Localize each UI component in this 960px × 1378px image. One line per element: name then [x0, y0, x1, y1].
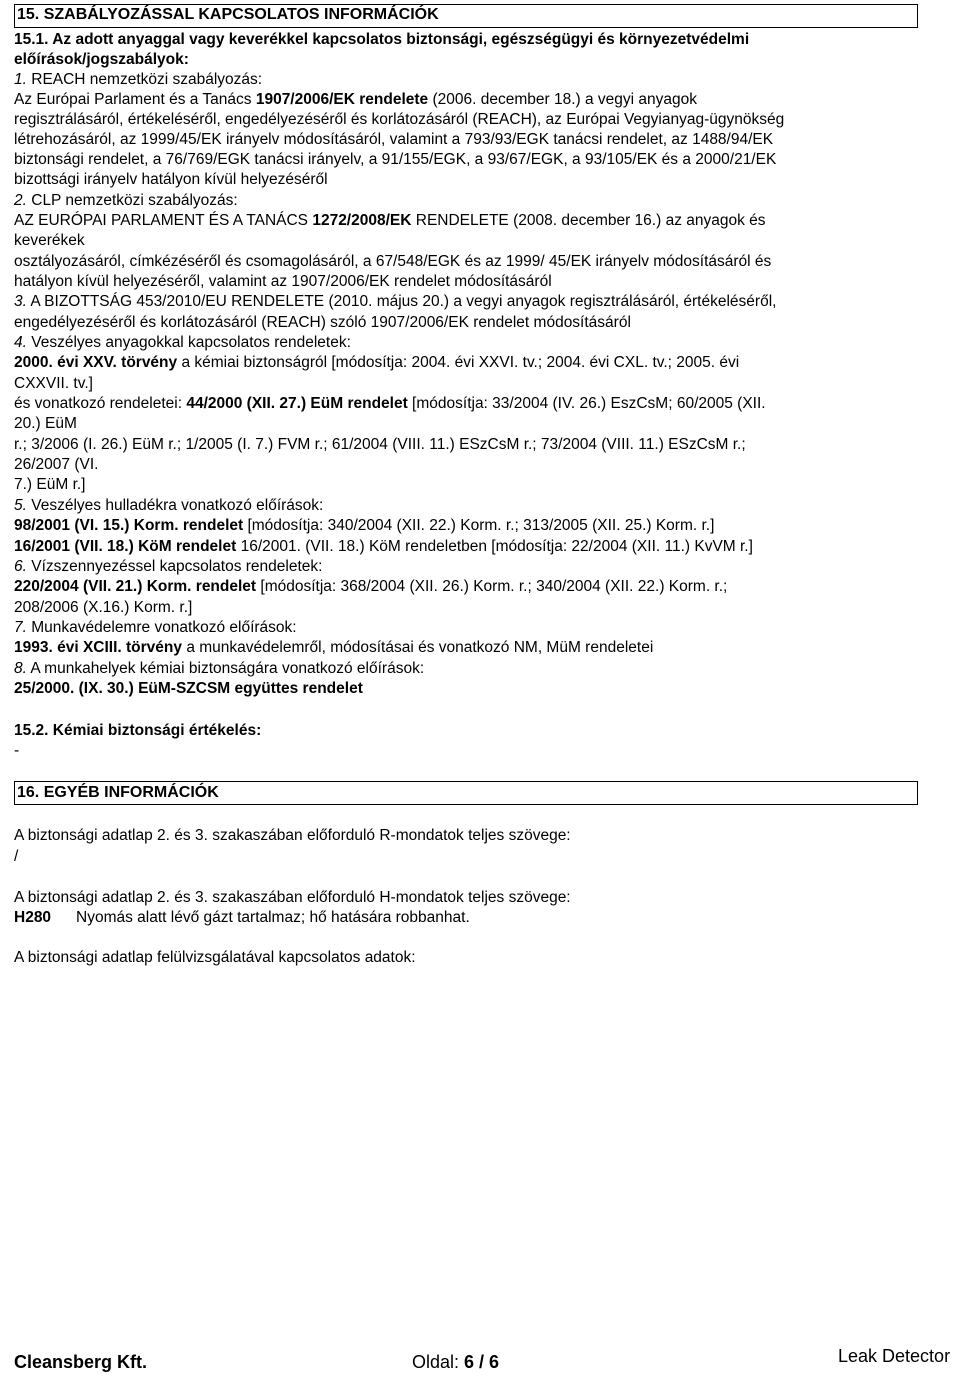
r-phrases-value: /	[14, 848, 19, 865]
item-7-heading: 7. Munkavédelemre vonatkozó előírások:	[14, 619, 297, 636]
reach-line-4: biztonsági rendelet, a 76/769/EGK tanácsi irányelv, a 91/155/EGK, a 93/67/EGK, a 93/105/EK és a 2000/21/EK	[14, 151, 777, 168]
reach-line-2: regisztrálásáról, értékeléséről, engedélyezéséről és korlátozásáról (REACH), az Európai Vegyianyag-ügynökség	[14, 111, 785, 128]
item-4-line-5: r.; 3/2006 (I. 26.) EüM r.; 1/2005 (I. 7.) FVM r.; 61/2004 (VIII. 11.) ESzCsM r.; 73/2004 (VIII. 11.) ESzCsM r.;	[14, 436, 746, 453]
item-4-line-7: 7.) EüM r.]	[14, 476, 86, 493]
footer-page-number: 6 / 6	[464, 1352, 500, 1372]
item-4-line-1: 2000. évi XXV. törvény a kémiai biztonságról [módosítja: 2004. évi XXVI. tv.; 2004. évi CXL. tv.; 2005. évi	[14, 354, 740, 371]
item-8-heading: 8. A munkahelyek kémiai biztonságára vonatkozó előírások:	[14, 660, 425, 677]
item-8-line-1: 25/2000. (IX. 30.) EüM-SZCSM együttes rendelet	[14, 680, 363, 697]
reach-line-5: bizottsági irányelv hatályon kívül helyezéséről	[14, 171, 328, 188]
clp-line-4: hatályon kívül helyezéséről, valamint az 1907/2006/EK rendelet módosításáról	[14, 273, 552, 290]
h-phrase-row	[14, 908, 470, 928]
h-phrases-label: A biztonsági adatlap 2. és 3. szakaszában előforduló H-mondatok teljes szövege:	[14, 889, 571, 906]
subsection-15-1-heading: 15.1. Az adott anyaggal vagy keverékkel kapcsolatos biztonsági, egészségügyi és környezetvédelmi	[14, 31, 750, 48]
item-4-heading: 4. Veszélyes anyagokkal kapcsolatos rendeletek:	[14, 334, 351, 351]
subsection-15-2-heading: 15.2. Kémiai biztonsági értékelés:	[14, 722, 262, 739]
h-text: Nyomás alatt lévő gázt tartalmaz; hő hatására robbanhat.	[76, 909, 470, 926]
section-16-title	[14, 781, 918, 805]
clp-line-1: AZ EURÓPAI PARLAMENT ÉS A TANÁCS 1272/2008/EK RENDELETE (2008. december 16.) az anyagok és	[14, 212, 766, 229]
footer-page-label: Oldal:	[412, 1352, 465, 1372]
item-4-line-6: 26/2007 (VI.	[14, 456, 99, 473]
item-3-line-2: engedélyezéséről és korlátozásáról (REACH) szóló 1907/2006/EK rendelet módosításáról	[14, 314, 631, 331]
item-7-line-1: 1993. évi XCIII. törvény a munkavédelemről, módosításai és vonatkozó NM, MüM rendeletei	[14, 639, 654, 656]
footer-page	[412, 1352, 499, 1373]
item-1-heading: 1. REACH nemzetközi szabályozás:	[14, 71, 263, 88]
item-5-line-2: 16/2001 (VII. 18.) KöM rendelet 16/2001. (VII. 18.) KöM rendeletben [módosítja: 22/2004 (XII. 11.) KvVM r.]	[14, 538, 753, 555]
item-5-heading: 5. Veszélyes hulladékra vonatkozó előírások:	[14, 497, 324, 514]
subsection-15-2-value: -	[14, 742, 20, 759]
item-6-line-2: 208/2006 (X.16.) Korm. r.]	[14, 599, 193, 616]
item-3-line-1: 3. A BIZOTTSÁG 453/2010/EU RENDELETE (2010. május 20.) a vegyi anyagok regisztrálásáról, értékeléséről,	[14, 293, 777, 310]
item-5-line-1: 98/2001 (VI. 15.) Korm. rendelet [módosítja: 340/2004 (XII. 22.) Korm. r.; 313/2005 (XII. 25.) Korm. r.]	[14, 517, 715, 534]
item-4-line-3: és vonatkozó rendeletei: 44/2000 (XII. 27.) EüM rendelet [módosítja: 33/2004 (IV. 26.) EszCsM; 60/2005 (XII.	[14, 395, 766, 412]
item-2-heading: 2. CLP nemzetközi szabályozás:	[14, 192, 238, 209]
reach-line-1: Az Európai Parlament és a Tanács 1907/2006/EK rendelete (2006. december 18.) a vegyi anyagok	[14, 91, 697, 108]
section-15-title	[14, 4, 918, 28]
item-6-line-1: 220/2004 (VII. 21.) Korm. rendelet [módosítja: 368/2004 (XII. 26.) Korm. r.; 340/2004 (XII. 22.) Korm. r.;	[14, 578, 728, 595]
subsection-15-1-heading-cont: előírások/jogszabályok:	[14, 51, 189, 68]
footer-product: Leak Detector	[838, 1346, 951, 1366]
footer-company: Cleansberg Kft.	[14, 1352, 148, 1372]
item-6-heading: 6. Vízszennyezéssel kapcsolatos rendeletek:	[14, 558, 323, 575]
clp-line-3: osztályozásáról, címkézéséről és csomagolásáról, a 67/548/EGK és az 1999/ 45/EK irányelv módosításáról és	[14, 253, 772, 270]
clp-line-2: keverékek	[14, 232, 85, 249]
section-15-title-text: 15. SZABÁLYOZÁSSAL KAPCSOLATOS INFORMÁCIÓK	[17, 6, 439, 23]
item-4-line-4: 20.) EüM	[14, 415, 77, 432]
reach-line-3: létrehozásáról, az 1999/45/EK irányelv módosításáról, valamint a 793/93/EGK tanácsi rendelet, az 1488/94/EK	[14, 131, 774, 148]
r-phrases-label: A biztonsági adatlap 2. és 3. szakaszában előforduló R-mondatok teljes szövege:	[14, 827, 571, 844]
item-4-line-2: CXXVII. tv.]	[14, 375, 93, 392]
h-code: H280	[14, 909, 52, 926]
revision-label: A biztonsági adatlap felülvizsgálatával kapcsolatos adatok:	[14, 949, 416, 966]
section-16-title-text: 16. EGYÉB INFORMÁCIÓK	[17, 784, 219, 801]
